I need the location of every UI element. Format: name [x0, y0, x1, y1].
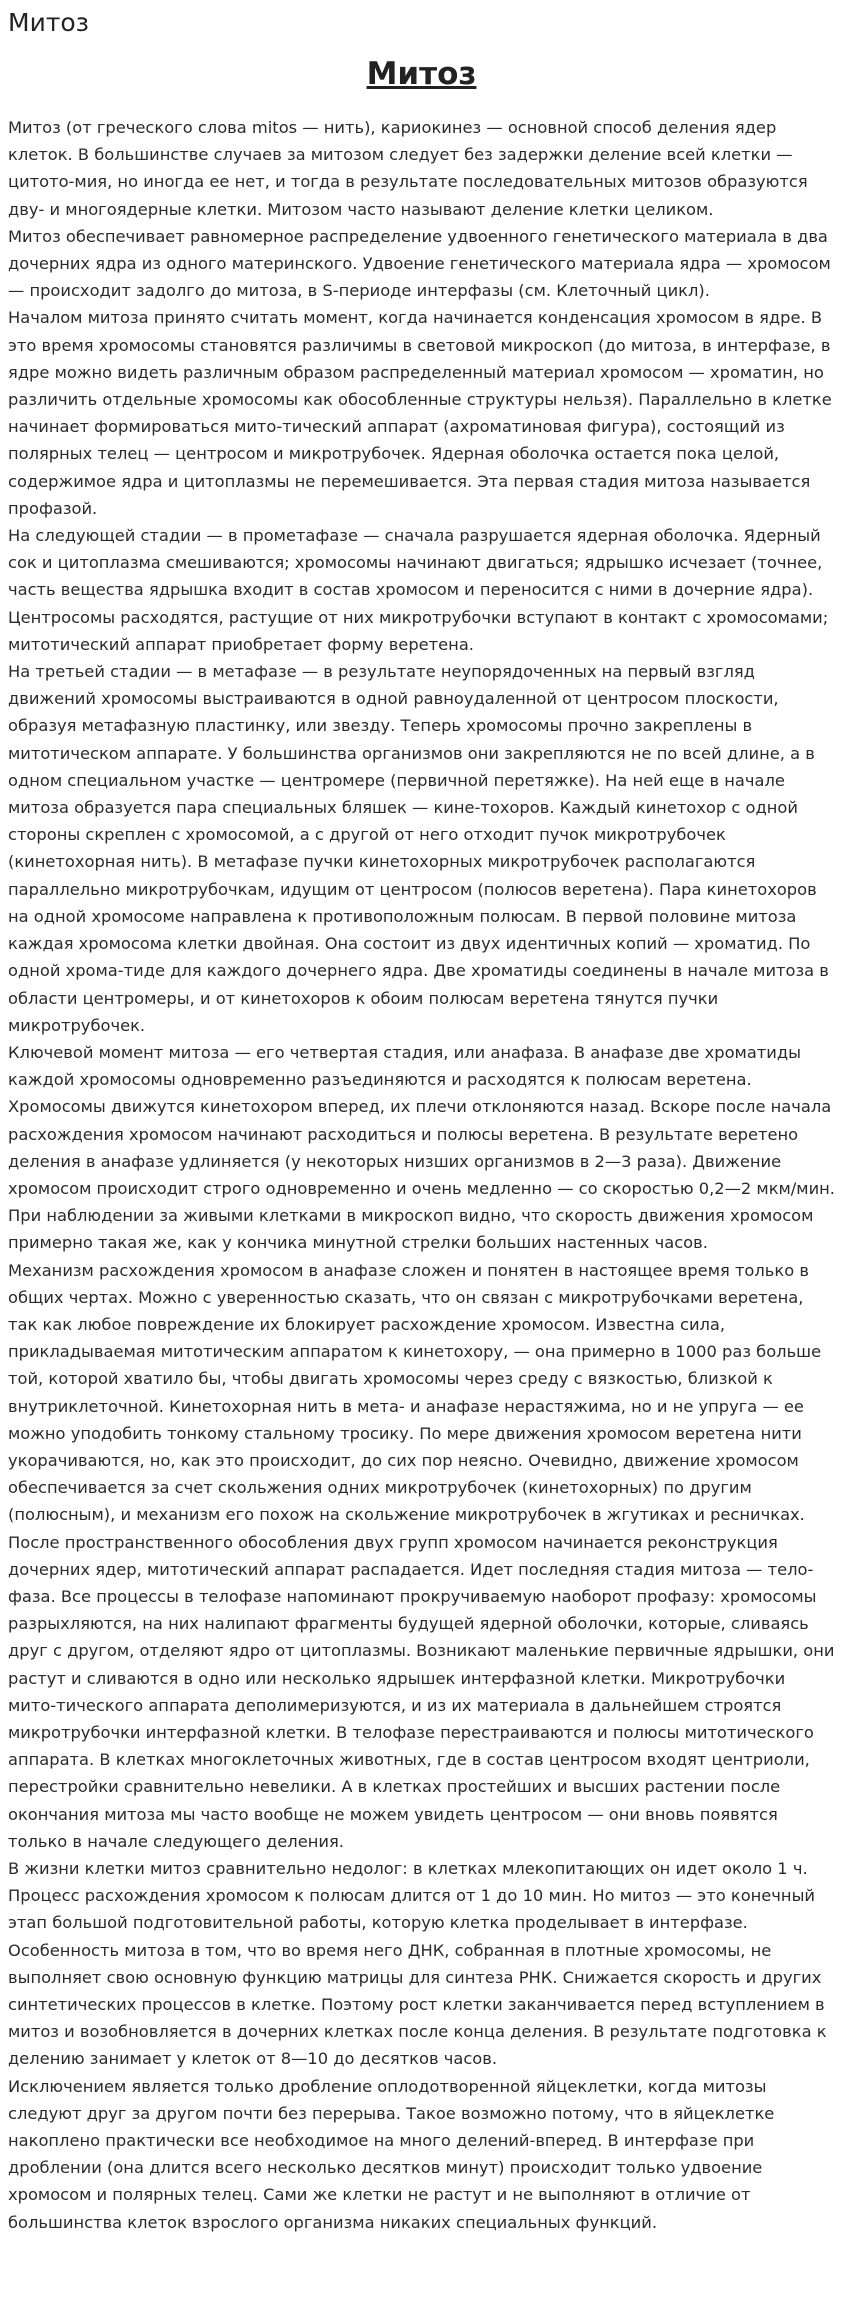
paragraph: Механизм расхождения хромосом в анафазе сложен и понятен в настоящее время только в общих чертах. Можно с уверенностью сказать, что он связан с микротрубочками веретена, так как любое повреждение их блокирует расхождение хромосом. Известна сила, прикладываемая митотическим аппаратом к кинетохору, — она примерно в 1000 раз больше той, которой хватило бы, чтобы двигать хромосомы через среду с вязкостью, близкой к внутриклеточной. Кинетохорная нить в мета- и анафазе нерастяжима, но и не упруга — ее можно уподобить тонкому стальному тросику. По мере движения хромосом веретена нити укорачиваются, но, как это происходит, до сих пор неясно. Очевидно, движение хромосом обеспечивается за счет скольжения одних микротрубочек (кинетохорных) по другим (полюсным), и механизм его похож на скольжение микротрубочек в жгутиках и ресничках. — [8, 1260, 822, 1525]
paragraph: Митоз обеспечивает равномерное распределение удвоенного генетического материала в два дочерних ядра из одного материнского. Удвоение генетического материала ядра — хромосом — происходит задолго до митоза, в S-периоде интерфазы (см. Клеточный цикл). — [8, 226, 831, 301]
paragraph: Началом митоза принято считать момент, когда начинается конденсация хромосом в ядре. В это время хромосомы становятся различимы в световой микроскоп (до митоза, в интерфазе, в ядре можно видеть различным образом распределенный материал хромосом — хроматин, но различить отдельные хромосомы как обособленные структуры нельзя). Параллельно в клетке начинает формироваться мито-тический аппарат (ахроматиновая фигура), состоящий из полярных телец — центросом и микротрубочек. Ядерная оболочка остается пока целой, содержимое ядра и цитоплазмы не перемешивается. Эта первая стадия митоза называется профазой. — [8, 308, 832, 518]
paragraph: Ключевой момент митоза — его четвертая стадия, или анафаза. В анафазе две хроматиды каждой хромосомы одновременно разъединяются и расходятся к полюсам веретена. Хромосомы движутся кинетохором вперед, их плечи отклоняются назад. Вскоре после начала расхождения хромосом начинают расходиться и полюсы веретена. В результате веретено деления в анафазе удлиняется (у некоторых низших организмов в 2—3 раза). Движение хромосом происходит строго одновременно и очень медленно — со скоростью 0,2—2 мкм/мин. При наблюдении за живыми клетками в микроскоп видно, что скорость движения хромосом примерно такая же, как у кончика минутной стрелки больших настенных часов. — [8, 1042, 835, 1253]
paragraph: Митоз (от греческого слова mitos — нить), кариокинез — основной способ деления ядер клеток. В большинстве случаев за митозом следует без задержки деление всей клетки — цитото-мия, но иногда ее нет, и тогда в результате последовательных митозов образуются дву- и многоядерные клетки. Митозом часто называют деление клетки целиком. — [8, 118, 808, 219]
article-title: Митоз — [366, 56, 477, 92]
paragraph: В жизни клетки митоз сравнительно недолог: в клетках млекопитающих он идет около 1 ч. Процесс расхождения хромосом к полюсам длится от 1 до 10 мин. Но митоз — это конечный этап большой подготовительной работы, которую клетка проделывает в интерфазе. Особенность митоза в том, что во время него ДНК, собранная в плотные хромосомы, не выполняет свою основную функцию матрицы для синтеза РНК. Снижается скорость и других синтетических процессов в клетке. Поэтому рост клетки заканчивается перед вступлением в митоз и возобновляется в дочерних клетках после конца деления. В результате подготовка к делению занимает у клеток от 8—10 до десятков часов. — [8, 1859, 827, 2069]
paragraph: Исключением является только дробление оплодотворенной яйцеклетки, когда митозы следуют друг за другом почти без перерыва. Такое возможно потому, что в яйцеклетке накоплено практически все необходимое на много делений-вперед. В интерфазе при дроблении (она длится всего несколько десятков минут) происходит только удвоение хромосом и полярных телец. Сами же клетки не растут и не выполняют в отличие от большинства клеток взрослого организма никаких специальных функций. — [8, 2076, 775, 2232]
paragraph: После пространственного обособления двух групп хромосом начинается реконструкция дочерних ядер, митотический аппарат распадается. Идет последняя стадия митоза — тело-фаза. Все процессы в телофазе напоминают прокручиваемую наоборот профазу: хромосомы разрыхляются, на них налипают фрагменты будущей ядерной оболочки, которые, сливаясь друг с другом, отделяют ядро от цитоплазмы. Возникают маленькие первичные ядрышки, они растут и сливаются в одно или несколько ядрышек интерфазной клетки. Микротрубочки мито-тического аппарата деполимеризуются, и из их материала в дальнейшем строятся микротрубочки интерфазной клетки. В телофазе перестраиваются и полюсы митотического аппарата. В клетках многоклеточных животных, где в состав центросом входят центриоли, перестройки сравнительно невелики. А в клетках простейших и высших растении после окончания митоза мы часто вообще не можем увидеть центросом — они вновь появятся только в начале следующего деления. — [8, 1532, 835, 1851]
page-header-title: Митоз — [8, 8, 89, 37]
article-body — [8, 114, 835, 2236]
paragraph: На третьей стадии — в метафазе — в результате неупорядоченных на первый взгляд движений хромосомы выстраиваются в одной равноудаленной от центросом плоскости, образуя метафазную пластинку, или звезду. Теперь хромосомы прочно закреплены в митотическом аппарате. У большинства организмов они закрепляются не по всей длине, а в одном специальном участке — центромере (первичной перетяжке). На ней еще в начале митоза образуется пара специальных бляшек — кине-тохоров. Каждый кинетохор с одной стороны скреплен с хромосомой, а с другой от него отходит пучок микротрубочек (кинетохорная нить). В метафазе пучки кинетохорных микротрубочек располагаются параллельно микротрубочкам, идущим от центросом (полюсов веретена). Пара кинетохоров на одной хромосоме направлена к противоположным полюсам. В первой половине митоза каждая хромосома клетки двойная. Она состоит из двух идентичных копий — хроматид. По одной хрома-тиде для каждого дочернего ядра. Две хроматиды соединены в начале митоза в области центромеры, и от кинетохоров к обоим полюсам веретена тянутся пучки микротрубочек. — [8, 662, 829, 1035]
paragraph: На следующей стадии — в прометафазе — сначала разрушается ядерная оболочка. Ядерный сок и цитоплазма смешиваются; хромосомы начинают двигаться; ядрышко исчезает (точнее, часть вещества ядрышка входит в состав хромосом и переносится с ними в дочерние ядра). Центросомы расходятся, растущие от них микротрубочки вступают в контакт с хромосомами; митотический аппарат приобретает форму веретена. — [8, 526, 829, 654]
